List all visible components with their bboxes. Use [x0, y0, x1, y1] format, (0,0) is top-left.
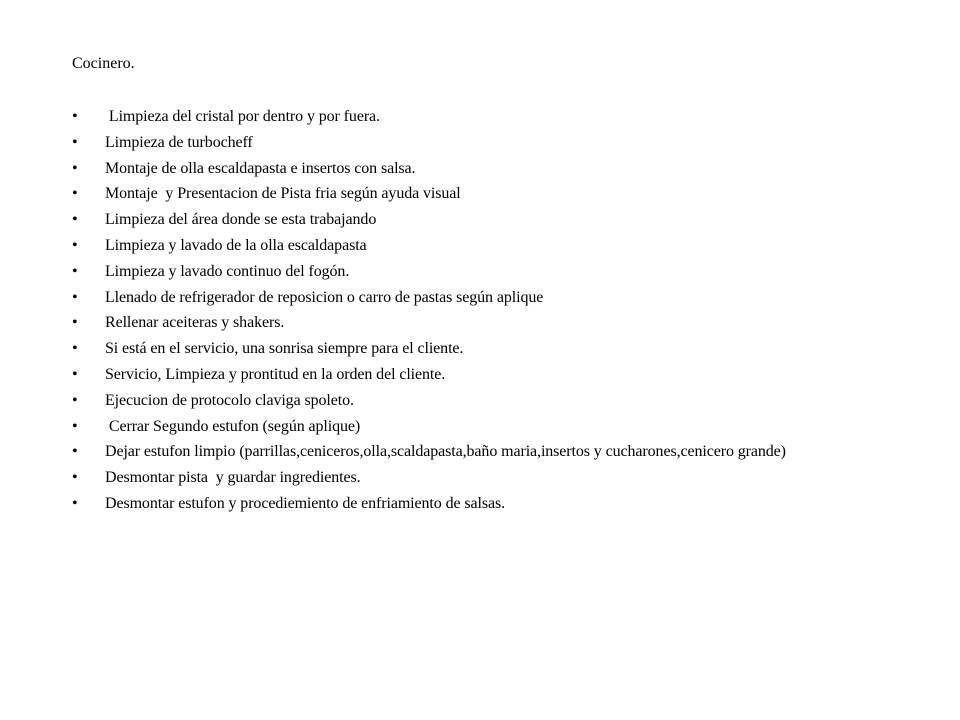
bullet-icon: • [72, 391, 78, 409]
bullet-icon: • [72, 262, 78, 280]
list-item-text: Si está en el servicio, una sonrisa siempre para el cliente. [105, 340, 464, 358]
bullet-icon: • [72, 108, 78, 125]
list-item-text: Servicio, Limpieza y prontitud en la orden del cliente. [105, 365, 446, 383]
list-item-text: Limpieza del área donde se esta trabajando [105, 211, 377, 229]
page-title: Cocinero. [72, 55, 135, 72]
list-item-text: Desmontar estufon y procediemiento de enfriamiento de salsas. [105, 494, 505, 512]
list-item-text: Limpieza y lavado de la olla escaldapasta [105, 236, 367, 254]
bullet-icon: • [72, 288, 78, 306]
bullet-icon: • [72, 133, 78, 151]
list-item-text: Montaje de olla escaldapasta e insertos con salsa. [105, 159, 416, 177]
list-item-text: Cerrar Segundo estufon (según aplique) [105, 417, 361, 435]
list-item-text: Rellenar aceiteras y shakers. [105, 314, 285, 332]
bullet-icon: • [72, 417, 78, 435]
bullet-icon: • [72, 211, 78, 229]
bullet-icon: • [72, 185, 78, 203]
bullet-icon: • [72, 314, 78, 332]
list-item-text: Llenado de refrigerador de reposicion o carro de pastas según aplique [105, 288, 544, 306]
list-item-text: Limpieza y lavado continuo del fogón. [105, 262, 350, 280]
bullet-icon: • [72, 340, 78, 358]
list-item-text: Limpieza del cristal por dentro y por fuera. [105, 108, 380, 125]
list-item-text: Montaje y Presentacion de Pista fria según ayuda visual [105, 185, 461, 203]
bullet-icon: • [72, 365, 78, 383]
list-item-text: Limpieza de turbocheff [105, 133, 253, 151]
bullet-icon: • [72, 469, 78, 487]
bullet-icon: • [72, 236, 78, 254]
bullet-icon: • [72, 494, 78, 512]
bullet-icon: • [72, 159, 78, 177]
list-item-text: Dejar estufon limpio (parrillas,ceniceros,olla,scaldapasta,baño maria,insertos y cucharones,cenicero grande) [105, 443, 786, 461]
bullet-icon: • [72, 443, 78, 461]
list-item-text: Ejecucion de protocolo claviga spoleto. [105, 391, 354, 409]
list-item-text: Desmontar pista y guardar ingredientes. [105, 469, 361, 487]
